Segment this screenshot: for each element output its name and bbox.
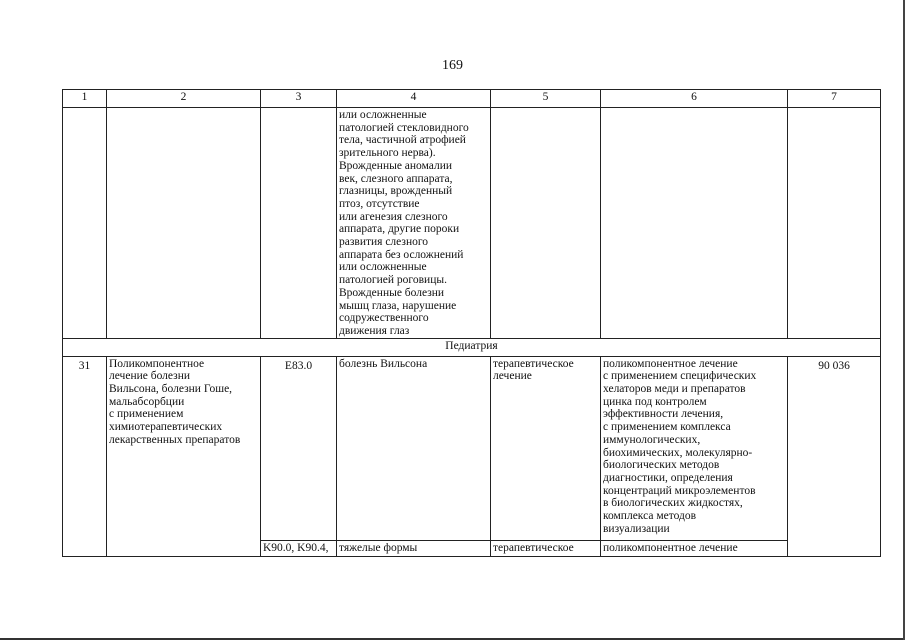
row-code: E83.0 — [261, 356, 337, 540]
header-col-5: 5 — [491, 90, 601, 108]
header-col-1: 1 — [63, 90, 107, 108]
row-number: 31 — [63, 356, 107, 556]
header-row — [63, 90, 881, 108]
row-name: Поликомпонентное лечение болезни Вильсона, болезни Гоше, мальабсорбции с применением химиотерапевтических лекарственных препаратов — [107, 356, 261, 556]
continued-col-6 — [601, 108, 788, 339]
row-price: 90 036 — [788, 356, 881, 556]
continued-row — [63, 108, 881, 339]
header-col-2: 2 — [107, 90, 261, 108]
continued-col-2 — [107, 108, 261, 339]
row-code-2: K90.0, K90.4, — [261, 540, 337, 556]
medical-care-table — [62, 89, 881, 557]
continued-col-1 — [63, 108, 107, 339]
row-type: терапевтическое лечение — [491, 356, 601, 540]
continued-model-text: или осложненные патологией стекловидного тела, частичной атрофией зрительного нерва). Врожденные аномалии век, слезного аппарата, глазницы, врожденный птоз, отсутствие или агенезия слезного аппарата, другие пороки развития слезного аппарата без осложнений или осложненные патологией роговицы. Врожденные болезни мышц глаза, нарушение содружественного движения глаз — [337, 108, 491, 339]
header-col-3: 3 — [261, 90, 337, 108]
continued-col-3 — [261, 108, 337, 339]
page-number: 169 — [442, 58, 463, 73]
row-type-2: терапевтическое — [491, 540, 601, 556]
table-row — [63, 356, 881, 540]
row-method: поликомпонентное лечение с применением специфических хелаторов меди и препаратов цинка под контролем эффективности лечения, с применением комплекса иммунологических, биохимических, молекулярно- биологических методов диагностики, определения концентраций микроэлементов в биологических жидкостях, комплекса методов визуализации — [601, 356, 788, 540]
section-row — [63, 338, 881, 356]
continued-col-5 — [491, 108, 601, 339]
row-method-2: поликомпонентное лечение — [601, 540, 788, 556]
header-col-6: 6 — [601, 90, 788, 108]
header-col-4: 4 — [337, 90, 491, 108]
continued-col-7 — [788, 108, 881, 339]
section-title: Педиатрия — [63, 338, 881, 356]
header-col-7: 7 — [788, 90, 881, 108]
row-model-2: тяжелые формы — [337, 540, 491, 556]
row-model: болезнь Вильсона — [337, 356, 491, 540]
